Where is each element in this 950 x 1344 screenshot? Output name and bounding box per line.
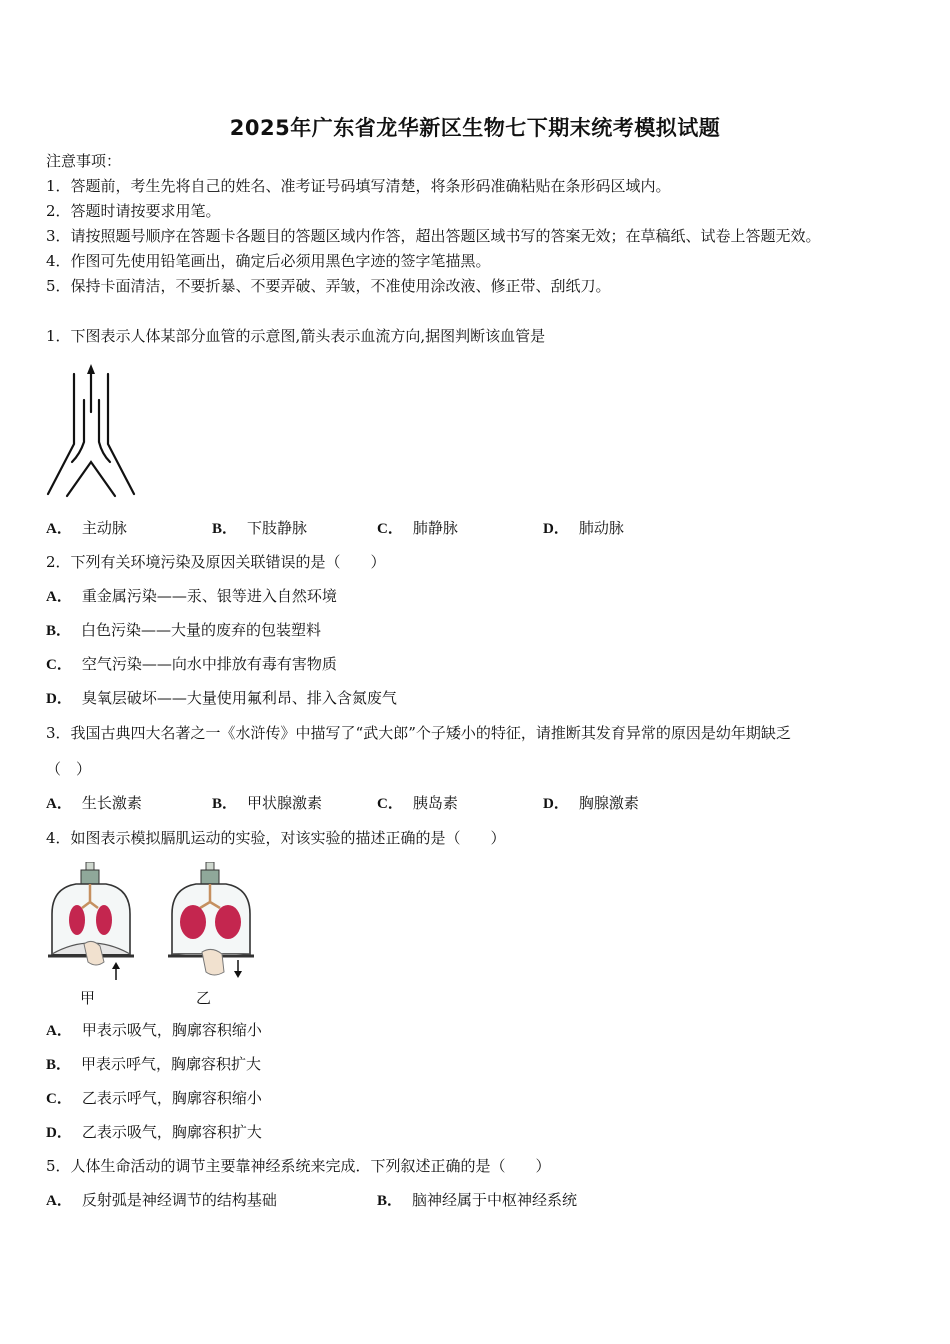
option-b[interactable]: B． 白色污染——大量的废弃的包装塑料 xyxy=(46,621,322,639)
diaphragm-model-yi xyxy=(166,862,258,984)
option-a[interactable]: A． 重金属污染——汞、银等进入自然环境 xyxy=(46,587,337,605)
question-4-stem: 4．如图表示模拟膈肌运动的实验，对该实验的描述正确的是（ ） xyxy=(46,829,506,847)
option-a[interactable]: A． 反射弧是神经调节的结构基础 xyxy=(46,1191,277,1209)
option-b[interactable]: B． 甲状腺激素 xyxy=(212,794,323,812)
figure-label-yi: 乙 xyxy=(196,989,212,1007)
notice-item: 1．答题前，考生先将自己的姓名、准考证号码填写清楚，将条形码准确粘贴在条形码区域内。 xyxy=(46,177,671,195)
option-d[interactable]: D． 乙表示吸气，胸廓容积扩大 xyxy=(46,1123,262,1141)
diaphragm-model-jia xyxy=(46,862,138,984)
option-b[interactable]: B． 脑神经属于中枢神经系统 xyxy=(377,1191,578,1209)
option-d[interactable]: D． 胸腺激素 xyxy=(543,794,639,812)
option-c[interactable]: C． 空气污染——向水中排放有毒有害物质 xyxy=(46,655,337,673)
option-d[interactable]: D． 臭氧层破坏——大量使用氟利昂、排入含氮废气 xyxy=(46,689,397,707)
option-a[interactable]: A． 生长激素 xyxy=(46,794,142,812)
option-a[interactable]: A． 主动脉 xyxy=(46,519,127,537)
down-arrow-icon xyxy=(234,971,242,978)
notice-item: 2．答题时请按要求用笔。 xyxy=(46,202,221,220)
notice-item: 5．保持卡面清洁，不要折暴、不要弄破、弄皱，不准使用涂改液、修正带、刮纸刀。 xyxy=(46,277,611,295)
figure-label-jia: 甲 xyxy=(80,989,96,1007)
question-5-stem: 5．人体生命活动的调节主要靠神经系统来完成．下列叙述正确的是（ ） xyxy=(46,1157,551,1175)
option-a[interactable]: A． 甲表示吸气，胸廓容积缩小 xyxy=(46,1021,262,1039)
up-arrow-icon xyxy=(112,962,120,969)
option-c[interactable]: C． 肺静脉 xyxy=(377,519,458,537)
option-b[interactable]: B． 甲表示呼气，胸廓容积扩大 xyxy=(46,1055,262,1073)
up-arrow-icon xyxy=(87,364,95,374)
option-b[interactable]: B． 下肢静脉 xyxy=(212,519,308,537)
question-3-stem-cont: （ ） xyxy=(46,760,92,778)
option-d[interactable]: D． 肺动脉 xyxy=(543,519,624,537)
notice-item: 4．作图可先使用铅笔画出，确定后必须用黑色字迹的签字笔描黑。 xyxy=(46,252,491,270)
page-title: 2025年广东省龙华新区生物七下期末统考模拟试题 xyxy=(229,116,721,140)
question-2-stem: 2．下列有关环境污染及原因关联错误的是（ ） xyxy=(46,553,386,571)
question-1-stem: 1．下图表示人体某部分血管的示意图,箭头表示血流方向,据图判断该血管是 xyxy=(46,327,546,345)
question-3-stem: 3．我国古典四大名著之一《水浒传》中描写了“武大郎”个子矮小的特征，请推断其发育异常的原因是幼年期缺乏 xyxy=(46,724,791,742)
option-c[interactable]: C． 乙表示呼气，胸廓容积缩小 xyxy=(46,1089,262,1107)
notice-item: 3．请按照题号顺序在答题卡各题目的答题区域内作答，超出答题区域书写的答案无效；在草稿纸、试卷上答题无效。 xyxy=(46,227,821,245)
blood-vessel-figure xyxy=(44,362,140,502)
notice-heading: 注意事项： xyxy=(46,152,122,170)
option-c[interactable]: C． 胰岛素 xyxy=(377,794,458,812)
